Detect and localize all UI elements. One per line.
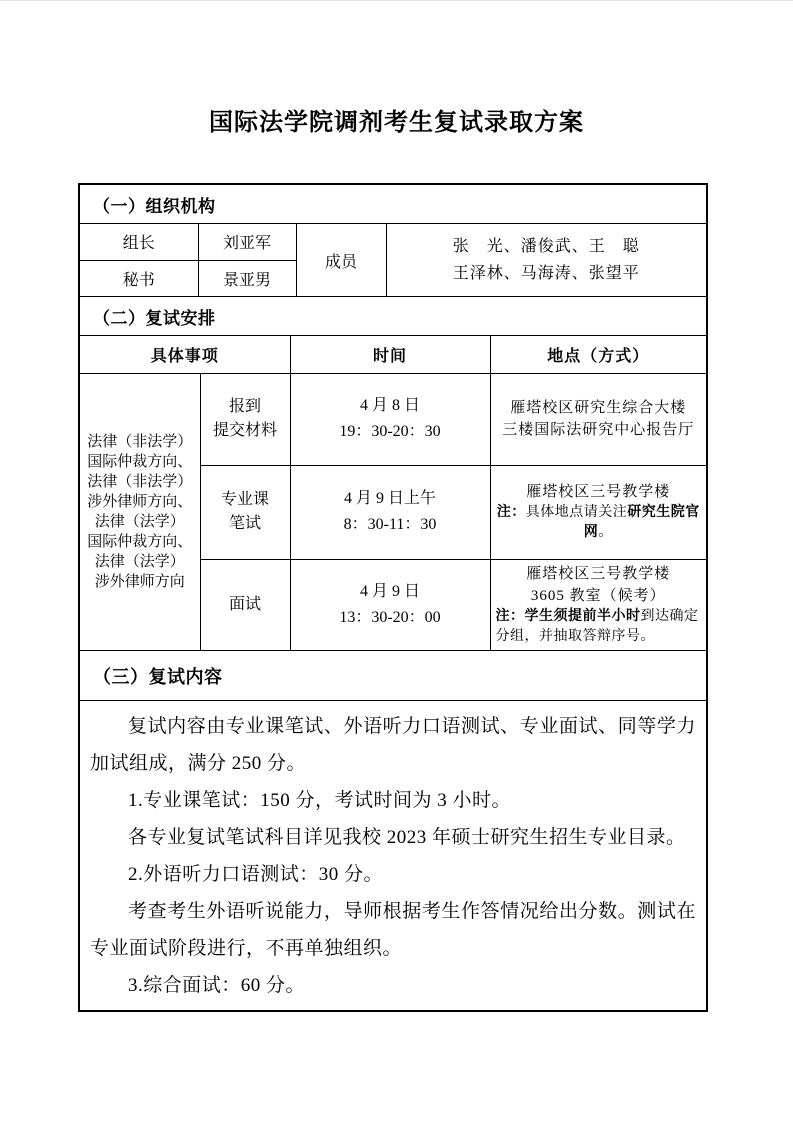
header-item: 具体事项 (80, 336, 290, 373)
paragraph: 1.专业课笔试：150 分，考试时间为 3 小时。 (128, 790, 512, 811)
page-title: 国际法学院调剂考生复试录取方案 (209, 109, 584, 136)
program-line: 法律（非法学） (87, 433, 193, 450)
item-cell-written-exam: 专业课 笔试 (200, 465, 290, 559)
schedule-table (80, 336, 706, 650)
location-note: 注：具体地点请关注研究生院官网。 (496, 505, 700, 540)
table-row (80, 373, 706, 465)
organization-table (80, 224, 706, 296)
location-cell-written-exam: 雁塔校区三号教学楼 注：具体地点请关注研究生院官网。 (490, 465, 706, 559)
section1-heading (80, 185, 706, 224)
paragraph: 3.综合面试：60 分。 (128, 975, 306, 996)
location-note: 注：学生须提前半小时到达确定分组，并抽取答辩序号。 (495, 608, 699, 644)
program-line: 法律（法学） (94, 513, 185, 530)
leader-label-cell: 组长 (80, 224, 198, 260)
program-line: 涉外律师方向、 (87, 493, 193, 510)
paragraph: 复试内容由专业课笔试、外语听力口语测试、专业面试、同等学力加试组成，满分 250 分。 (90, 716, 696, 774)
item-cell-interview: 面试 (200, 559, 290, 650)
table-row (80, 224, 706, 260)
organization-table-wrap (80, 224, 706, 297)
location-cell-checkin: 雁塔校区研究生综合大楼 三楼国际法研究中心报告厅 (490, 373, 706, 465)
members-line2: 王泽林、马海涛、张望平 (452, 265, 640, 282)
main-table (78, 183, 708, 1012)
schedule-header-row (80, 336, 706, 373)
secretary-name-cell: 景亚男 (198, 260, 296, 296)
members-line1: 张 光、潘俊武、王 聪 (452, 238, 640, 255)
secretary-label-cell: 秘书 (80, 260, 198, 296)
program-list-cell (80, 373, 200, 650)
leader-name-cell: 刘亚军 (198, 224, 296, 260)
program-line: 法律（非法学） (87, 473, 193, 490)
paragraph: 各专业复试笔试科目详见我校 2023 年硕士研究生招生专业目录。 (128, 827, 686, 848)
paragraph: 2.外语听力口语测试：30 分。 (128, 864, 384, 885)
section3-heading-label: （三）复试内容 (93, 666, 223, 687)
time-cell-checkin: 4 月 8 日 19：30-20：30 (290, 373, 490, 465)
section2-heading (80, 297, 706, 336)
time-cell-written-exam: 4 月 9 日上午 8：30-11：30 (290, 465, 490, 559)
section3-heading (80, 651, 706, 701)
program-line: 涉外律师方向 (94, 573, 185, 590)
program-line: 国际仲裁方向、 (87, 533, 193, 550)
section1-heading-label: （一）组织机构 (93, 196, 216, 216)
section2-heading-label: （二）复试安排 (93, 308, 216, 328)
section3-content (80, 701, 706, 1010)
members-names-cell (386, 224, 706, 296)
header-location: 地点（方式） (490, 336, 706, 373)
program-line: 法律（法学） (94, 553, 185, 570)
schedule-table-wrap (80, 336, 706, 651)
time-cell-interview: 4 月 9 日 13：30-20：00 (290, 559, 490, 650)
header-time: 时间 (290, 336, 490, 373)
paragraph: 考查考生外语听说能力，导师根据考生作答情况给出分数。测试在专业面试阶段进行，不再单独组织。 (90, 901, 696, 959)
program-line: 国际仲裁方向、 (87, 453, 193, 470)
location-cell-interview: 雁塔校区三号教学楼 3605 教室（候考） 注：学生须提前半小时到达确定分组，并抽取答辩序号。 (490, 559, 706, 650)
item-cell-checkin: 报到 提交材料 (200, 373, 290, 465)
members-label-cell: 成员 (296, 224, 386, 296)
